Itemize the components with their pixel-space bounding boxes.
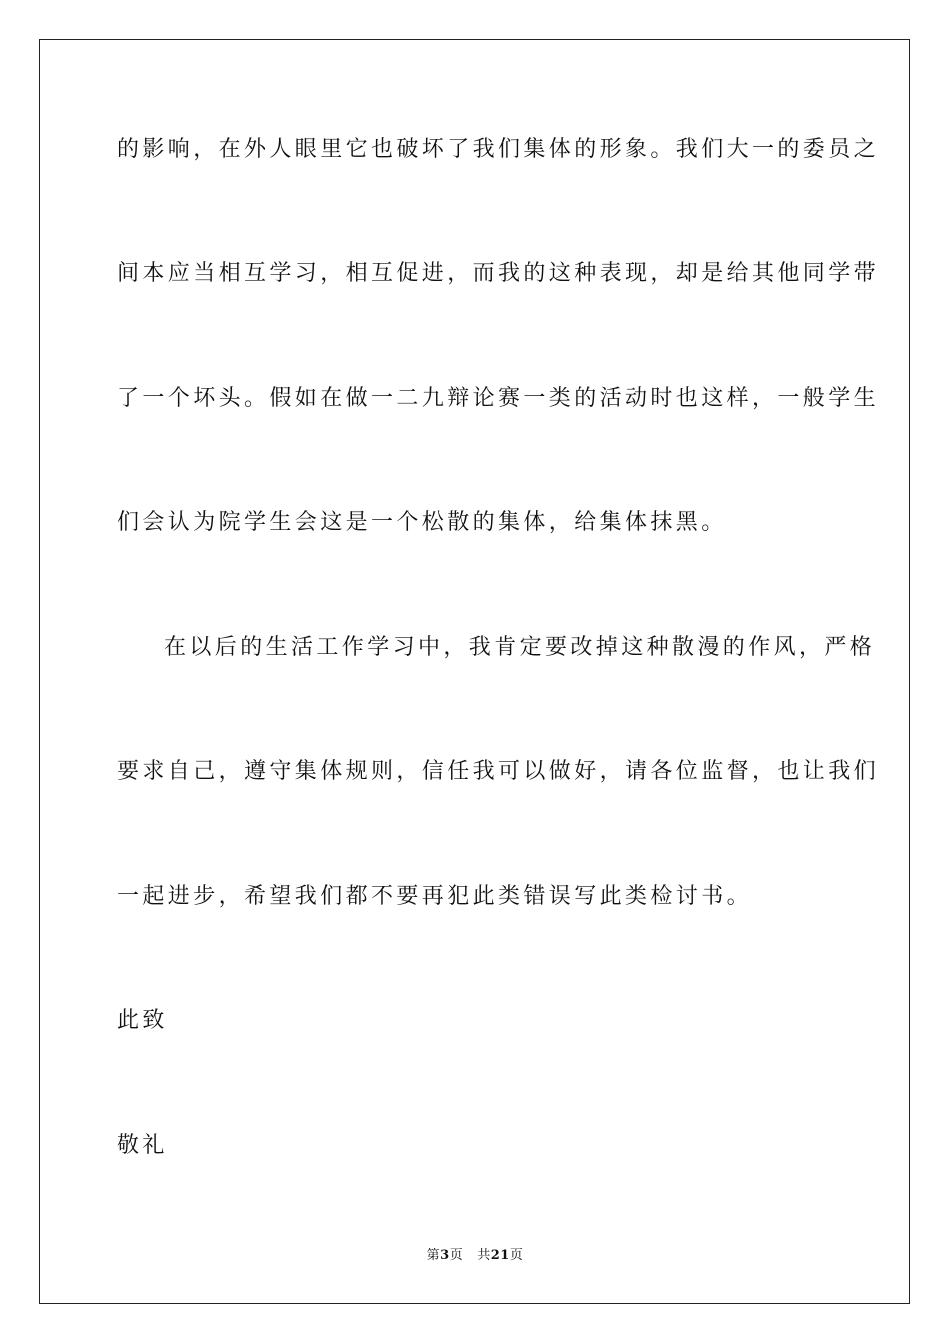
body-line: 的影响，在外人眼里它也破坏了我们集体的形象。我们大一的委员之 [117, 137, 880, 162]
body-line: 要求自己，遵守集体规则，信任我可以做好，请各位监督，也让我们 [117, 759, 880, 784]
footer-page-suffix: 页 [449, 1248, 464, 1263]
closing-regards: 敬礼 [117, 1133, 168, 1158]
page-border [39, 39, 910, 1304]
page-footer [0, 1247, 950, 1265]
footer-page-number: 3 [440, 1248, 450, 1263]
footer-total-suffix: 页 [509, 1248, 524, 1263]
closing-salutation: 此致 [117, 1008, 168, 1033]
footer-total-prefix: 共 [477, 1248, 491, 1263]
footer-total-pages: 21 [490, 1248, 510, 1263]
footer-page-prefix: 第 [426, 1248, 441, 1263]
paragraph-first-line: 在以后的生活工作学习中，我肯定要改掉这种散漫的作风，严格 [164, 635, 876, 660]
body-line: 了一个坏头。假如在做一二九辩论赛一类的活动时也这样，一般学生 [117, 386, 880, 411]
body-line: 间本应当相互学习，相互促进，而我的这种表现，却是给其他同学带 [117, 261, 880, 286]
body-line: 们会认为院学生会这是一个松散的集体，给集体抹黑。 [117, 510, 727, 535]
body-line: 一起进步，希望我们都不要再犯此类错误写此类检讨书。 [117, 884, 753, 909]
